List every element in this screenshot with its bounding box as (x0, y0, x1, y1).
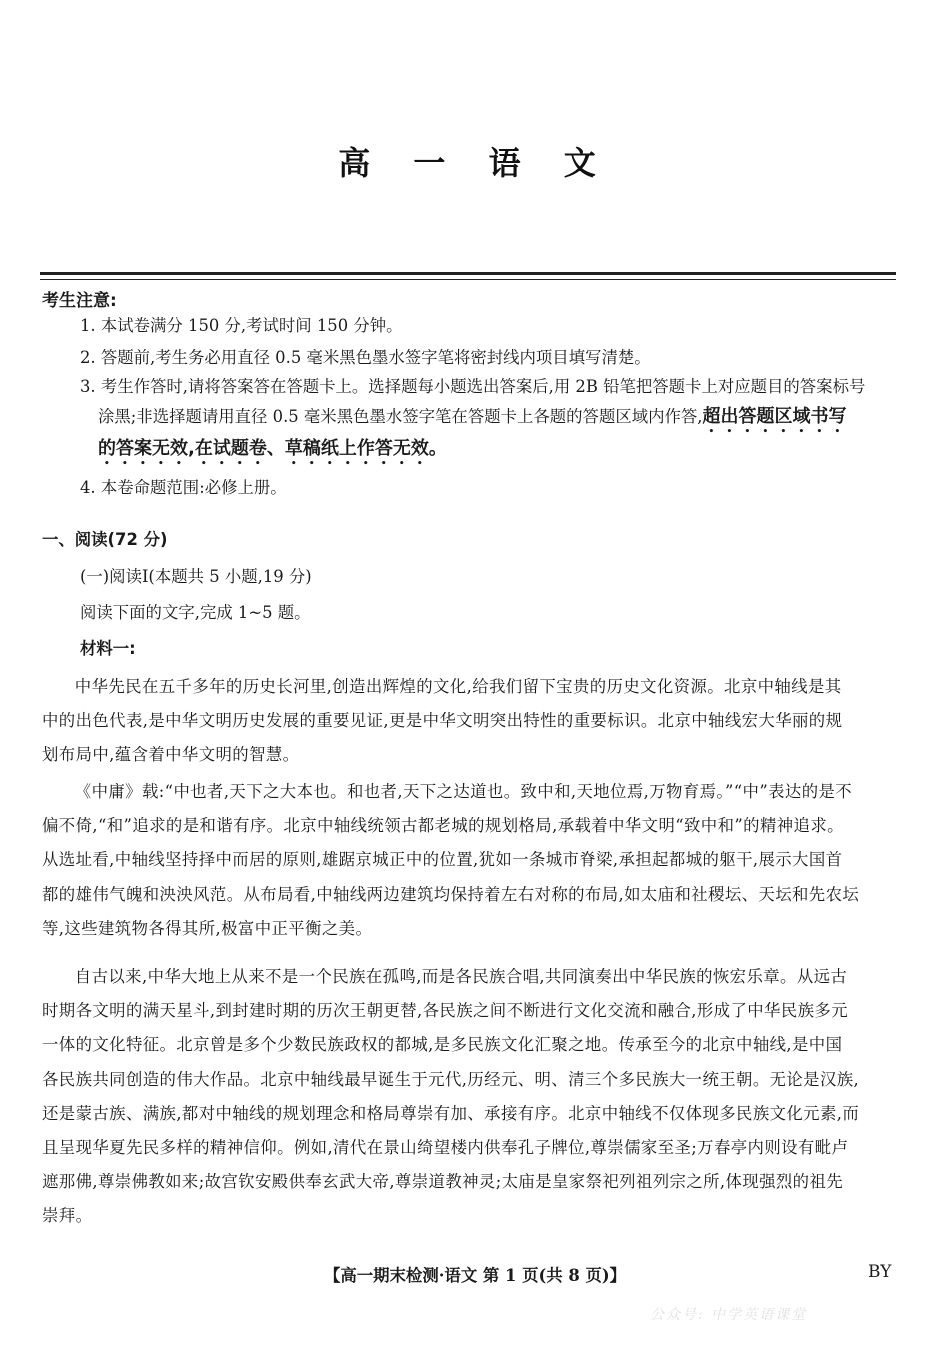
notice-item-3-line-2 (98, 405, 847, 437)
paragraph-line: 从选址看,中轴线坚持择中而居的原则,雄踞京城正中的位置,犹如一条城市脊梁,承担起都城的躯干,展示大国首 (42, 850, 843, 870)
paragraph-line: 都的雄伟气魄和泱泱风范。从布局看,中轴线两边建筑均保持着左右对称的布局,如太庙和社稷坛、天坛和先农坛 (42, 884, 860, 904)
watermark: 公众号: 中学英语课堂 (650, 1307, 808, 1323)
paragraph-line: 遮那佛,尊崇佛教如来;故宫钦安殿供奉玄武大帝,尊崇道教神灵;太庙是皇家祭祀列祖列宗之所,体现强烈的祖先 (42, 1172, 844, 1192)
paragraph-1 (42, 670, 894, 773)
footer-code: BY (868, 1262, 892, 1282)
paragraph-2 (42, 775, 894, 946)
paragraph-line: 等,这些建筑物各得其所,极富中正平衡之美。 (42, 918, 373, 938)
notice-item-3-emphasis-1: 超出答题区域书写 (702, 406, 847, 427)
notice-item-1: 1. 本试卷满分 150 分,考试时间 150 分钟。 (80, 316, 403, 335)
paragraph-3 (42, 960, 894, 1234)
section-heading: 一、阅读(72 分) (42, 530, 168, 549)
header-rule-thin (40, 279, 896, 280)
paragraph-line: 《中庸》载:“中也者,天下之大本也。和也者,天下之达道也。致中和,天地位焉,万物育焉。”“中”表达的是不 (74, 782, 853, 801)
paragraph-line: 一体的文化特征。北京曾是多个少数民族政权的都城,是多民族文化汇聚之地。传承至今的北京中轴线,是中国 (42, 1035, 843, 1055)
reading-instruction: 阅读下面的文字,完成 1~5 题。 (80, 603, 311, 622)
paragraph-line: 还是蒙古族、满族,都对中轴线的规划理念和格局尊崇有加、承接有序。北京中轴线不仅体现多民族文化元素,而 (42, 1103, 860, 1123)
notice-item-3-text: 涂黑;非选择题请用直径 0.5 毫米黑色墨水签字笔在答题卡上各题的答题区域内作答, (98, 407, 703, 426)
notice-item-3-emphasis-2: 的答案无效,在试题卷、草稿纸上作答无效。 (98, 438, 447, 459)
material-label: 材料一: (80, 639, 136, 658)
page-footer: 【高一期末检测·语文 第 1 页(共 8 页)】 (323, 1266, 627, 1285)
notice-item-4: 4. 本卷命题范围:必修上册。 (80, 478, 287, 497)
paragraph-line: 且呈现华夏先民多样的精神信仰。例如,清代在景山绮望楼内供奉孔子牌位,尊崇儒家至圣;万春亭内则设有毗卢 (42, 1138, 849, 1158)
paragraph-line: 时期各文明的满天星斗,到封建时期的历次王朝更替,各民族之间不断进行文化交流和融合,形成了中华民族多元 (42, 1001, 848, 1021)
paragraph-line: 中华先民在五千多年的历史长河里,创造出辉煌的文化,给我们留下宝贵的历史文化资源。北京中轴线是其 (74, 677, 842, 696)
paragraph-line: 划布局中,蕴含着中华文明的智慧。 (42, 745, 300, 765)
notice-item-3-line-1: 3. 考生作答时,请将答案答在答题卡上。选择题每小题选出答案后,用 2B 铅笔把答题卡上对应题目的答案标号 (80, 377, 866, 396)
paragraph-line: 中的出色代表,是中华文明历史发展的重要见证,更是中华文明突出特性的重要标识。北京中轴线宏大华丽的规 (42, 711, 843, 731)
paragraph-line: 崇拜。 (42, 1206, 93, 1226)
subsection-heading: (一)阅读Ⅰ(本题共 5 小题,19 分) (80, 567, 312, 586)
header-rule-thick (40, 272, 896, 275)
paragraph-line: 偏不倚,“和”追求的是和谐有序。北京中轴线统领古都老城的规划格局,承载着中华文明“致中和”的精神追求。 (42, 816, 844, 836)
notice-heading: 考生注意: (42, 291, 117, 311)
notice-item-3-line-3 (98, 437, 447, 469)
notice-item-2: 2. 答题前,考生务必用直径 0.5 毫米黑色墨水签字笔将密封线内项目填写清楚。 (80, 348, 651, 367)
paragraph-line: 各民族共同创造的伟大作品。北京中轴线最早诞生于元代,历经元、明、清三个多民族大一统王朝。无论是汉族, (42, 1069, 860, 1089)
page-title: 高 一 语 文 (338, 144, 612, 182)
paragraph-line: 自古以来,中华大地上从来不是一个民族在孤鸣,而是各民族合唱,共同演奏出中华民族的恢宏乐章。从远古 (74, 967, 848, 986)
